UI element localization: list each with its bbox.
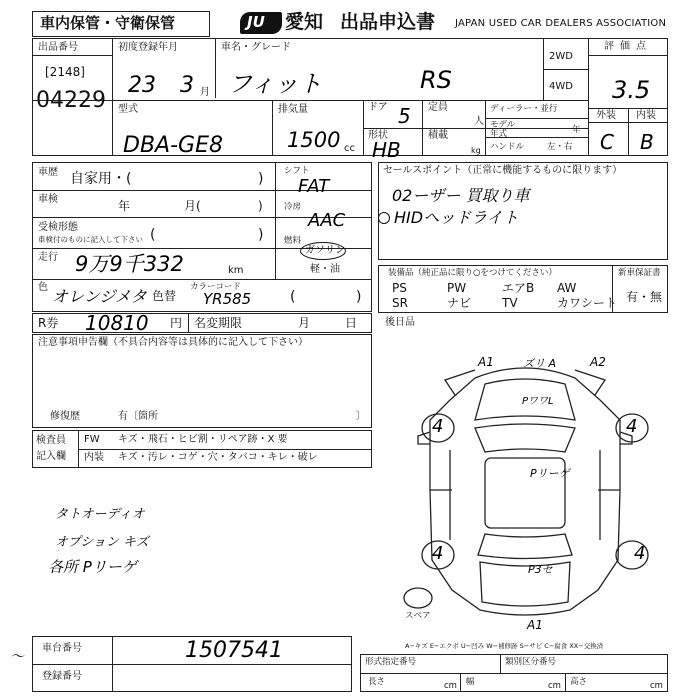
handwritten-note-2: オプション キズ [55,535,149,550]
shape-value: HB [372,138,401,162]
rating-value: 3.5 [612,76,651,104]
equipment-item-r2-1: ナビ [447,296,472,310]
car-rear-window [478,534,572,559]
history-label: 車歴 [38,167,58,178]
fuel-label: 燃料 [284,236,302,246]
equipment-item-r2-2: TV [502,296,518,310]
cooling-label: 冷房 [284,202,302,212]
registration-month: 3 [180,73,194,98]
color-open: ( [290,289,296,305]
repair-value: 有〔箇所 [118,411,158,422]
mileage-value: 9万9千332 [75,252,184,276]
fuel-options: ガソリン [305,245,345,256]
notes-block [32,334,372,428]
mark-front-mid: ズリ A [523,357,557,370]
equipment-item-r1-2: エアB [502,281,535,295]
shape-label: 形状 [368,130,388,141]
fw-items: キズ・飛石・ヒビ割・リペア跡・X 要 [118,434,288,445]
sales-point-marker [378,212,390,224]
shift-label: シフト [284,166,310,176]
mark-tire-fl: 4 [432,416,444,437]
interior-value: B [640,130,654,154]
rating-label: 評価点 [604,41,652,52]
cooling-value: AAC [308,210,346,231]
model-year-unit: 年 [572,125,581,135]
mark-tire-rl: 4 [432,543,444,564]
later-doc-label: 後日品 [385,317,415,328]
color-code-label: カラーコード [190,282,242,292]
sales-point-line1: 02ーザー 買取り車 [392,186,530,205]
name-change-day: 日 [345,316,358,330]
tire-spare [404,588,432,608]
lot-sub-number: [2148] [45,65,85,79]
exterior-value: C [600,130,614,154]
inspection-close: ) [258,199,263,213]
capacity-label: 定員 [428,102,448,113]
inspection-month-unit: 月( [184,199,201,213]
mileage-unit: km [228,265,244,276]
notes-label: 注意事項申告欄（不具合内容等は具体的に記入して下さい） [38,337,308,348]
car-windshield [475,424,575,452]
warranty-label: 新車保証書 [618,268,661,278]
chassis-value: 1507541 [185,638,283,663]
category-label: 類別区分番号 [505,657,557,667]
form-title: 出品申込書 [340,11,436,33]
registration-label: 初度登録年月 [118,42,178,53]
color-value: オレンジメタ [52,287,147,306]
color-label: 色 [38,282,48,293]
width-label: 幅 [466,677,475,687]
model-year-label: モデル年式 [490,120,516,140]
mark-front-left: A1 [478,355,494,369]
handwritten-note-3: 各所 Pリーゲ [48,558,137,576]
repair-label: 修復歴 [50,411,80,422]
mark-rear: A1 [527,618,543,632]
car-name-value: フィット [228,70,323,98]
chassis-label: 車台番号 [42,643,82,654]
repair-close: 〕 [356,411,366,422]
displacement-value: 1500 [287,128,341,152]
drive-2wd: 2WD [549,51,573,62]
length-label: 長さ [368,677,386,687]
doors-value: 5 [398,104,411,128]
inspection-label: 車検 [38,194,58,205]
equipment-item-r2-3: カワシート [557,296,618,310]
equipment-item-r2-0: SR [392,296,408,310]
type-label: 形式指定番号 [365,657,417,667]
equipment-row-1 [388,282,608,296]
history-value: 自家用・( [70,171,132,187]
registration-month-unit: 月 [200,87,210,98]
inspector-label-2: 記入欄 [36,451,66,462]
handle-options: 左・右 [547,142,573,152]
model-label: 型式 [118,104,138,115]
dealer-label: ディーラー・並行 [490,104,558,114]
fw-label: FW [84,434,100,445]
doors-label: ドア [368,102,388,113]
height-cm: cm [650,681,663,691]
displacement-unit: cc [344,143,355,154]
org-name: 愛知 [285,11,324,33]
mark-roof: Pリーゲ [530,467,570,480]
model-value: DBA-GE8 [123,133,223,158]
margin-mark: 〜 [10,649,24,665]
name-change-month: 月 [298,316,311,330]
acceptance-close: ) [258,227,264,243]
acceptance-open: ( [150,227,156,243]
sales-point-line2: HIDヘッドライト [394,208,519,227]
equipment-item-r1-3: AW [557,281,577,295]
mileage-label: 走行 [38,252,58,263]
mark-tire-fr: 4 [626,416,638,437]
interior-label: 内装 [636,110,656,121]
recycle-value: 10810 [85,311,149,335]
mark-trunk: P3セ [528,563,553,576]
drive-4wd: 4WD [549,81,573,92]
association-name: JAPAN USED CAR DEALERS ASSOCIATION [455,18,667,29]
legend-line: A−キズ E−エクボ U−凹み W−補修跡 S−サビ C−腐食 XX−交換済 [405,642,604,650]
acceptance-note: 車検付のものに記入して下さい [38,235,143,244]
handwritten-note-1: タトオーディオ [55,507,145,522]
handle-label: ハンドル [490,142,525,152]
equipment-label: 装備品（純正品に限り○をつけてください） [388,268,557,278]
interior-insp-label: 内装 [84,452,104,463]
plate-label: 登録番号 [42,671,82,682]
color-change-label: 色替 [152,289,177,303]
displacement-label: 排気量 [278,104,308,115]
registration-year: 23 [128,73,156,98]
inspection-year-unit: 年 [118,199,131,213]
logo-mark: JU [247,13,265,31]
shift-value: FAT [298,176,330,197]
lot-number: 04229 [36,88,106,113]
mark-front-right: A2 [590,355,606,369]
length-cm: cm [444,681,457,691]
equipment-item-r1-0: PS [392,281,407,295]
car-name-label: 車名・グレード [221,42,291,53]
sales-point-label: セールスポイント（正常に機能するものに限ります） [383,165,623,176]
storage-label: 車内保管・守衛保管 [40,14,176,32]
interior-insp-items: キズ・汚レ・コゲ・穴・タバコ・キレ・破レ [118,452,318,463]
capacity-unit: 人 [474,116,484,127]
spare-label: スペア [405,611,431,621]
mark-hood: PワワL [522,396,554,407]
recycle-label: R券 [38,316,59,330]
load-label: 積載 [428,130,448,141]
mark-tire-rr: 4 [634,543,646,564]
exterior-label: 外装 [596,110,616,121]
color-code-value: YR585 [203,290,252,308]
equipment-item-r1-1: PW [447,281,467,295]
color-close: ) [356,289,362,305]
fuel-extra: 軽・油 [310,264,340,275]
load-unit: kg [471,146,481,155]
height-label: 高さ [570,677,588,687]
width-cm: cm [548,681,561,691]
car-trunk [480,562,570,606]
warranty-options: 有・無 [626,290,663,304]
car-damage-diagram [380,340,670,640]
equipment-row-2 [388,296,618,311]
history-close: ) [258,171,264,187]
name-change-label: 名変期限 [194,316,243,330]
recycle-unit: 円 [170,316,183,330]
inspector-label-1: 検査員 [36,435,66,446]
lot-label: 出品番号 [38,42,78,53]
acceptance-label: 受検形態 [38,222,78,233]
car-grade-value: RS [420,66,452,94]
